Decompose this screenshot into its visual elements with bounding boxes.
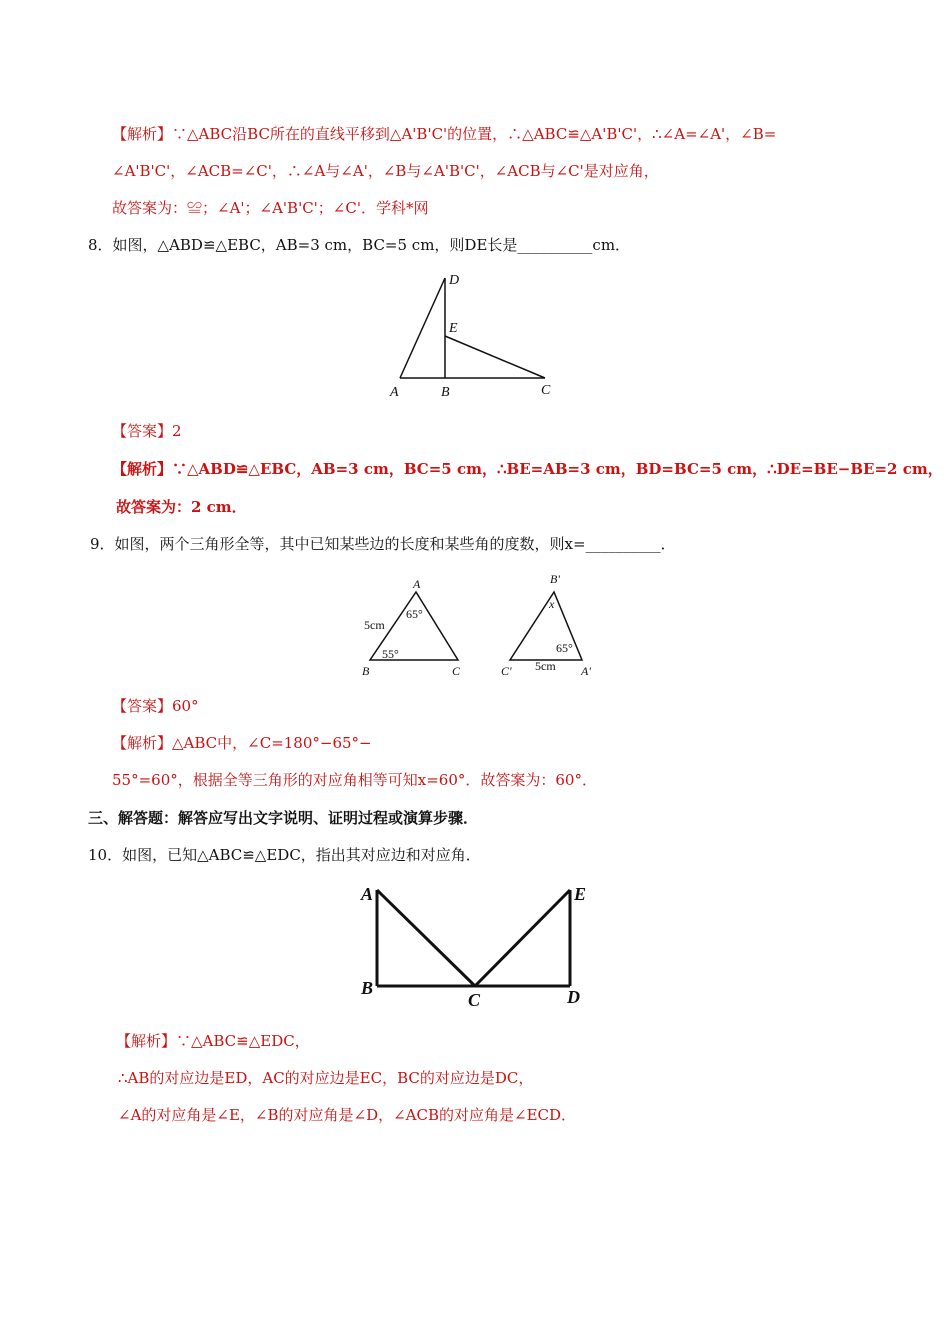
q10-segment-CE bbox=[475, 890, 570, 986]
q9-answer: 【答案】60° bbox=[112, 697, 199, 715]
q9-figure bbox=[360, 572, 610, 680]
q10-segment-AC bbox=[377, 890, 475, 986]
q10-label-C: C bbox=[468, 990, 481, 1010]
q10-figure bbox=[355, 878, 595, 1008]
q8-question: 8．如图，△ABD≌△EBC，AB=3 cm，BC=5 cm，则DE长是__________cm． bbox=[88, 236, 631, 254]
q8-label-B: B bbox=[441, 385, 450, 400]
q7-analysis-line-2: ∠A'B'C'，∠ACB=∠C'，∴∠A与∠A'，∠B与∠A'B'C'，∠ACB与∠C'是对应角， bbox=[112, 162, 659, 180]
q8-segment-AD bbox=[400, 278, 445, 378]
q10-question: 10．如图，已知△ABC≌△EDC，指出其对应边和对应角． bbox=[88, 846, 481, 864]
q9-left-angle-b: 55° bbox=[382, 647, 399, 661]
q8-label-E: E bbox=[449, 321, 458, 336]
q9-left-angle-a: 65° bbox=[406, 607, 423, 621]
q10-label-B: B bbox=[361, 978, 374, 998]
q9-right-label-C: C' bbox=[501, 664, 512, 678]
q8-label-D: D bbox=[449, 273, 460, 288]
q9-left-side-label: 5cm bbox=[364, 618, 385, 632]
q10-analysis-line-1: 【解析】∵△ABC≌△EDC， bbox=[116, 1032, 310, 1050]
q8-analysis-line-1: 【解析】∵△ABD≌△EBC，AB=3 cm，BC=5 cm，∴BE=AB=3 cm，BD=BC=5 cm，∴DE=BE−BE=2 cm， bbox=[112, 460, 943, 478]
section-3-heading: 三、解答题：解答应写出文字说明、证明过程或演算步骤． bbox=[88, 809, 479, 827]
q9-analysis-line-1: 【解析】△ABC中，∠C=180°−65°− bbox=[112, 734, 372, 752]
q9-right-angle-x: x bbox=[549, 597, 555, 611]
q7-analysis-line-3: 故答案为：≌；∠A'；∠A'B'C'；∠C'．学科*网 bbox=[112, 199, 429, 217]
q9-left-label-B: B bbox=[362, 664, 370, 678]
q9-analysis-line-2: 55°=60°，根据全等三角形的对应角相等可知x=60°．故答案为：60°． bbox=[112, 771, 597, 789]
q9-right-label-A: A' bbox=[581, 664, 591, 678]
q8-label-C: C bbox=[541, 383, 551, 398]
q10-label-E: E bbox=[574, 884, 587, 904]
q10-label-D: D bbox=[567, 987, 580, 1007]
q9-right-label-B: B' bbox=[550, 572, 560, 586]
q10-analysis-line-2: ∴AB的对应边是ED，AC的对应边是EC，BC的对应边是DC， bbox=[118, 1069, 534, 1087]
q9-left-label-C: C bbox=[452, 664, 461, 678]
q8-answer: 【答案】2 bbox=[112, 422, 182, 440]
q8-analysis-line-2: 故答案为：2 cm． bbox=[116, 498, 247, 516]
q9-left-label-A: A bbox=[413, 577, 421, 591]
q8-segment-EC bbox=[445, 336, 545, 378]
q7-analysis-line-1: 【解析】∵△ABC沿BC所在的直线平移到△A'B'C'的位置，∴△ABC≌△A'B'C'，∴∠A=∠A'，∠B= bbox=[112, 125, 777, 143]
q8-figure bbox=[380, 266, 580, 401]
q10-label-A: A bbox=[361, 884, 374, 904]
q10-analysis-line-3: ∠A的对应角是∠E，∠B的对应角是∠D，∠ACB的对应角是∠ECD． bbox=[118, 1106, 577, 1124]
q9-right-side-label: 5cm bbox=[535, 659, 556, 673]
q9-question: 9．如图，两个三角形全等，其中已知某些边的长度和某些角的度数，则x=__________． bbox=[90, 535, 676, 553]
q9-right-angle-a: 65° bbox=[556, 641, 573, 655]
q8-label-A: A bbox=[390, 385, 399, 400]
